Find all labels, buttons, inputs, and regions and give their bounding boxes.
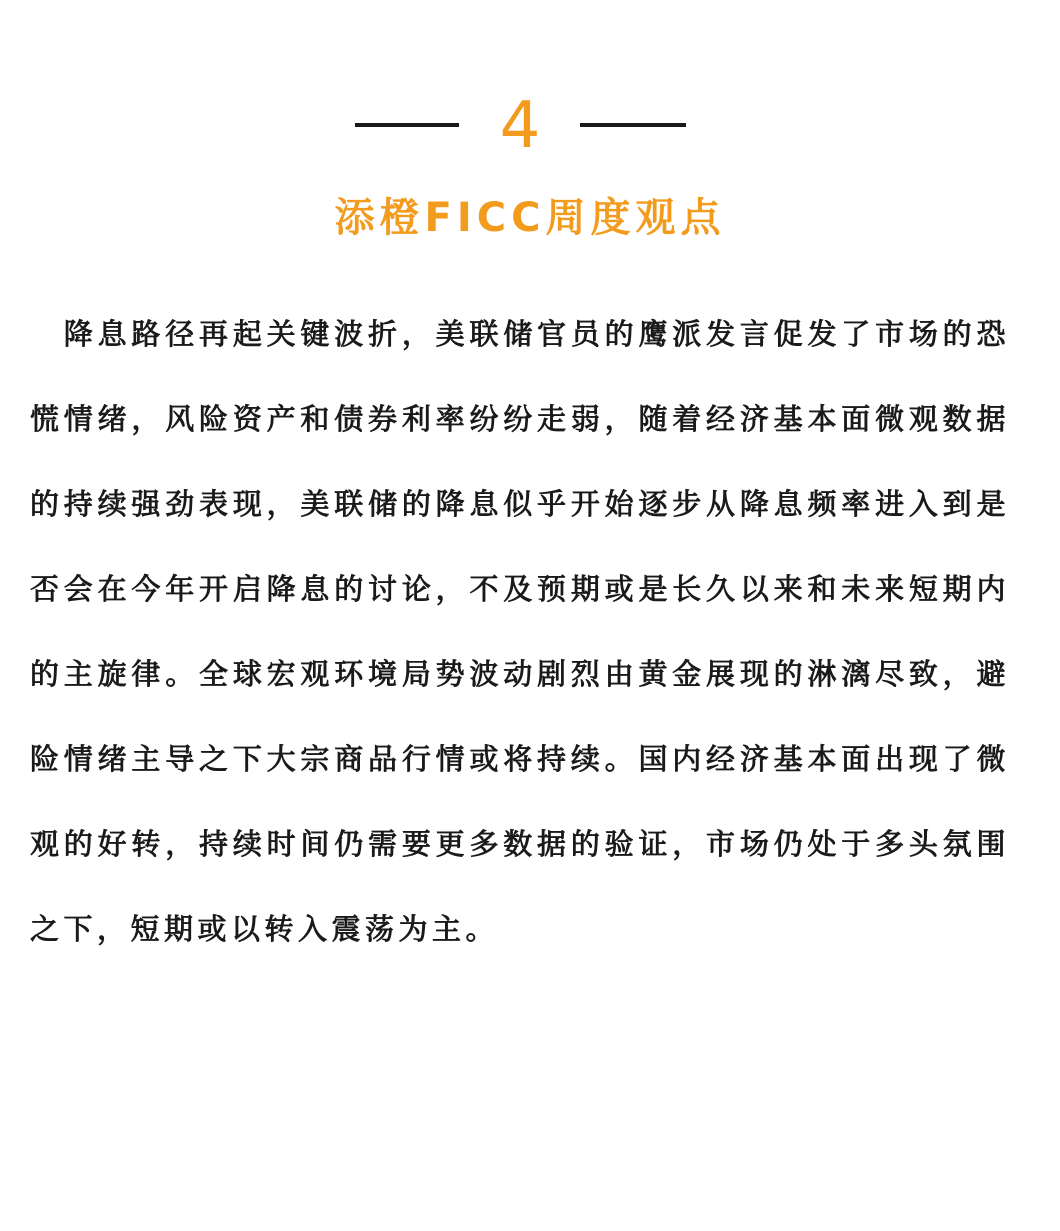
section-title: 添橙FICC周度观点 bbox=[334, 195, 726, 241]
divider-line-left bbox=[355, 123, 459, 127]
section-header bbox=[0, 88, 1060, 164]
article-paragraph: 降息路径再起关键波折，美联储官员的鹰派发言促发了市场的恐慌情绪，风险资产和债券利率纷纷走弱，随着经济基本面微观数据的持续强劲表现，美联储的降息似乎开始逐步从降息频率进入到是否会在今年开启降息的讨论，不及预期或是长久以来和未来短期内的主旋律。全球宏观环境局势波动剧烈由黄金展现的淋漓尽致，避险情绪主导之下大宗商品行情或将持续。国内经济基本面出现了微观的好转，持续时间仍需要更多数据的验证，市场仍处于多头氛围之下，短期或以转入震荡为主。 bbox=[30, 317, 1010, 946]
divider-line-right bbox=[580, 123, 686, 127]
section-number: 4 bbox=[499, 89, 541, 163]
